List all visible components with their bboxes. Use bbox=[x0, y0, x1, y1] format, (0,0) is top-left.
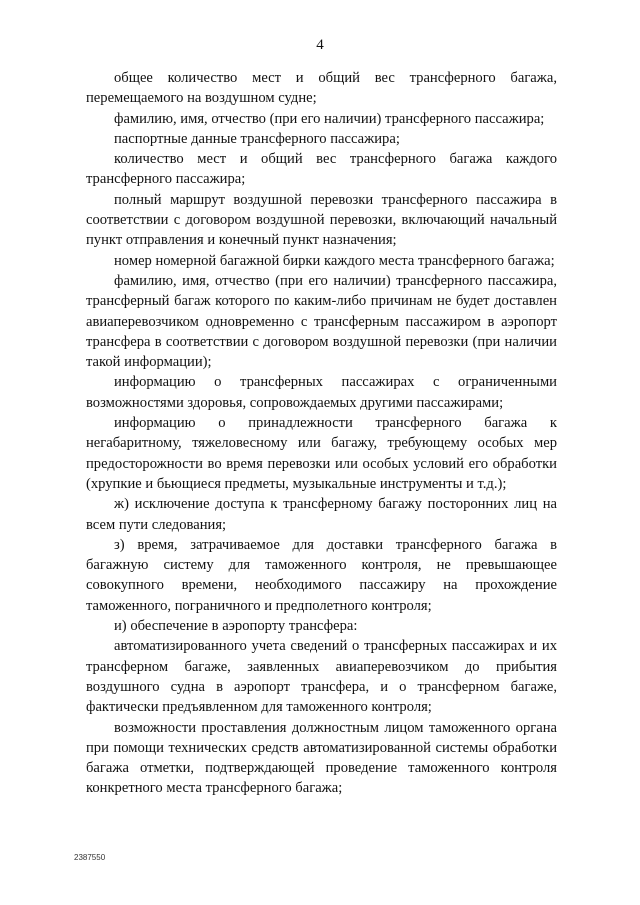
paragraph: фамилию, имя, отчество (при его наличии) трансферного пассажира; bbox=[114, 110, 545, 127]
page-number: 4 bbox=[316, 37, 324, 53]
paragraph: общее количество мест и общий вес трансферного багажа, перемещаемого на воздушном судне; bbox=[86, 70, 557, 107]
paragraph: номер номерной багажной бирки каждого места трансферного багажа; bbox=[114, 252, 555, 269]
paragraph: фамилию, имя, отчество (при его наличии) трансферного пассажира, трансферный багаж которого по каким-либо причинам не будет доставлен авиаперевозчиком одновременно с трансферным пассажиром в аэропорт трансфера в соответствии с договором воздушной перевозки (при наличии такой информации); bbox=[86, 272, 557, 371]
paragraph: паспортные данные трансферного пассажира; bbox=[114, 130, 400, 147]
paragraph: полный маршрут воздушной перевозки трансферного пассажира в соответствии с договором воздушной перевозки, включающий начальный пункт отправления и конечный пункт назначения; bbox=[86, 191, 557, 249]
paragraph: и) обеспечение в аэропорту трансфера: bbox=[114, 618, 358, 635]
paragraph: возможности проставления должностным лицом таможенного органа при помощи технических средств автоматизированной системы обработки багажа отметки, подтверждающей проведение таможенного контроля конкретного места трансферного багажа; bbox=[86, 719, 557, 797]
paragraph: информацию о принадлежности трансферного багажа к негабаритному, тяжеловесному или багажу, требующему особых мер предосторожности во время перевозки или особых условий его обработки (хрупкие и бьющиеся предметы, музыкальные инструменты и т.д.); bbox=[86, 415, 557, 492]
document-body bbox=[86, 68, 557, 799]
document-code: 2387550 bbox=[74, 853, 106, 862]
paragraph: з) время, затрачиваемое для доставки трансферного багажа в багажную систему для таможенного контроля, не превышающее совокупного времени, необходимого пассажиру на прохождение таможенного, пограничного и предполетного контроля; bbox=[86, 536, 557, 614]
paragraph: количество мест и общий вес трансферного багажа каждого трансферного пассажира; bbox=[86, 151, 557, 188]
paragraph: ж) исключение доступа к трансферному багажу посторонних лиц на всем пути следования; bbox=[86, 496, 557, 533]
paragraph: информацию о трансферных пассажирах с ограниченными возможностями здоровья, сопровождаемых другими пассажирами; bbox=[86, 374, 557, 411]
paragraph: автоматизированного учета сведений о трансферных пассажирах и их трансферном багаже, заявленных авиаперевозчиком до прибытия воздушного судна в аэропорт трансфера, и о трансферном багаже, фактически предъявленном для таможенного контроля; bbox=[86, 638, 557, 716]
